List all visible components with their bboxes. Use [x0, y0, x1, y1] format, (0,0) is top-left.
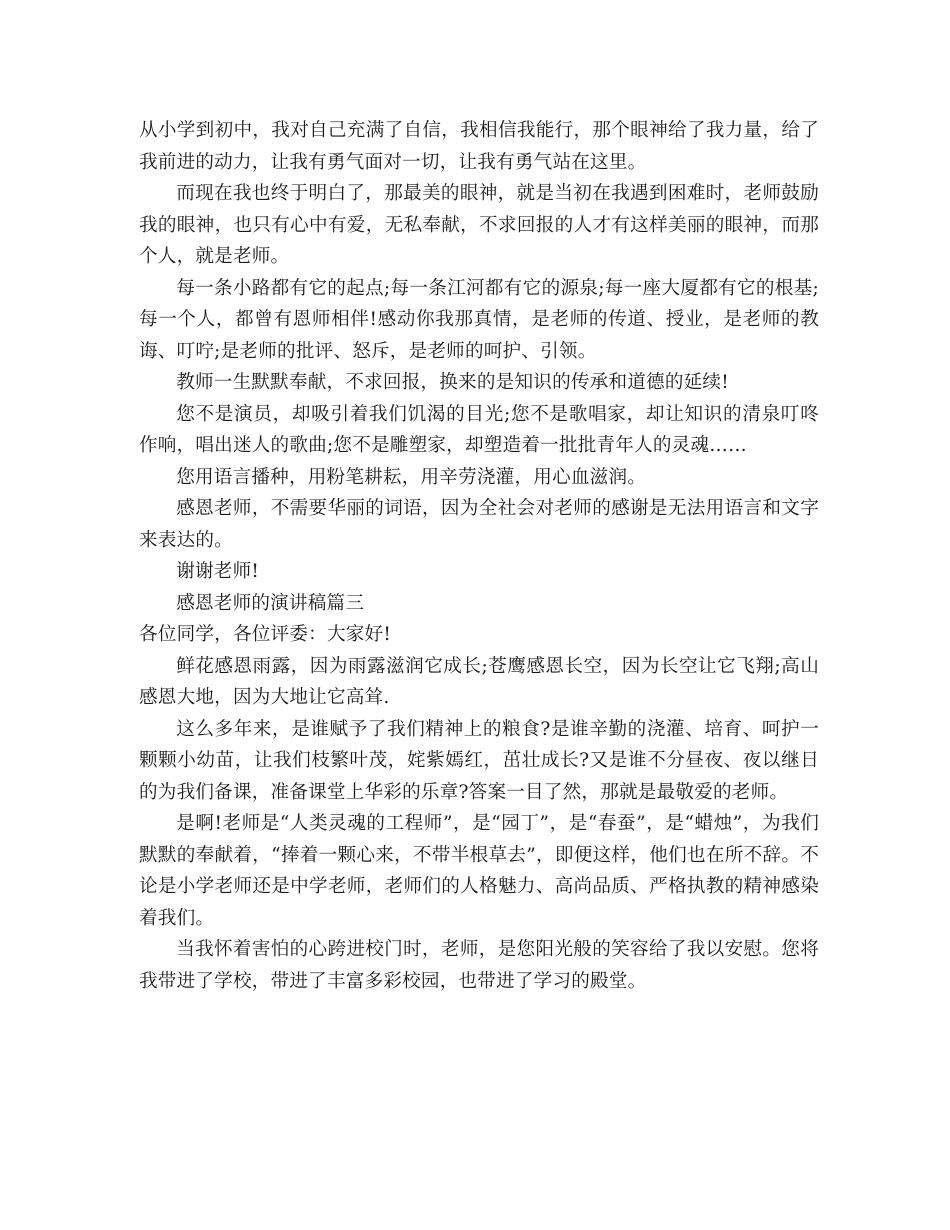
paragraph-6: 您用语言播种，用粉笔耕耘，用辛劳浇灌，用心血滋润。	[176, 466, 647, 488]
paragraph-2: 而现在我也终于明白了，那最美的眼神，就是当初在我遇到困难时，老师鼓励我的眼神，也只有心中有爱，无私奉献，不求回报的人才有这样美丽的眼神，而那个人，就是老师。	[139, 183, 819, 267]
paragraph-5: 您不是演员，却吸引着我们饥渴的目光;您不是歌唱家，却让知识的清泉叮咚作响，唱出迷人的歌曲;您不是雕塑家，却塑造着一批批青年人的灵魂……	[139, 403, 819, 456]
paragraph-4: 教师一生默默奉献，不求回报，换来的是知识的传承和道德的延续!	[176, 372, 729, 393]
salutation: 各位同学，各位评委：大家好!	[139, 624, 391, 645]
paragraph-13: 是啊!老师是“人类灵魂的工程师”，是“园丁”，是“春蚕”，是“蜡烛”，为我们默默的奉献着，“捧着一颗心来，不带半根草去”，即便这样，他们也在所不辞。不论是小学老师还是中学老师，老师们的人格魅力、高尚品质、严格执教的精神感染着我们。	[139, 813, 819, 929]
paragraph-1: 从小学到初中，我对自己充满了自信，我相信我能行，那个眼神给了我力量，给了我前进的动力，让我有勇气面对一切，让我有勇气站在这里。	[139, 120, 819, 173]
paragraph-3: 每一条小路都有它的起点;每一条江河都有它的源泉;每一座大厦都有它的根基;每一个人，都曾有恩师相伴!感动你我那真情，是老师的传道、授业，是老师的教诲、叮咛;是老师的批评、怒斥，是老师的呵护、引领。	[139, 277, 819, 362]
paragraph-11: 鲜花感恩雨露，因为雨露滋润它成长;苍鹰感恩长空，因为长空让它飞翔;高山感恩大地，因为大地让它高耸.	[139, 655, 819, 708]
section-heading: 感恩老师的演讲稿篇三	[176, 592, 365, 614]
paragraph-7: 感恩老师，不需要华丽的词语，因为全社会对老师的感谢是无法用语言和文字来表达的。	[139, 498, 819, 551]
paragraph-14: 当我怀着害怕的心跨进校门时，老师，是您阳光般的笑容给了我以安慰。您将我带进了学校，带进了丰富多彩校园，也带进了学习的殿堂。	[139, 939, 819, 992]
paragraph-8: 谢谢老师!	[176, 561, 260, 582]
paragraph-12: 这么多年来，是谁赋予了我们精神上的粮食?是谁辛勤的浇灌、培育、呵护一颗颗小幼苗，让我们枝繁叶茂，姹紫嫣红，茁壮成长?又是谁不分昼夜、夜以继日的为我们备课，准备课堂上华彩的乐章?答案一目了然，那就是最敬爱的老师。	[139, 718, 819, 803]
document-body	[139, 115, 819, 997]
